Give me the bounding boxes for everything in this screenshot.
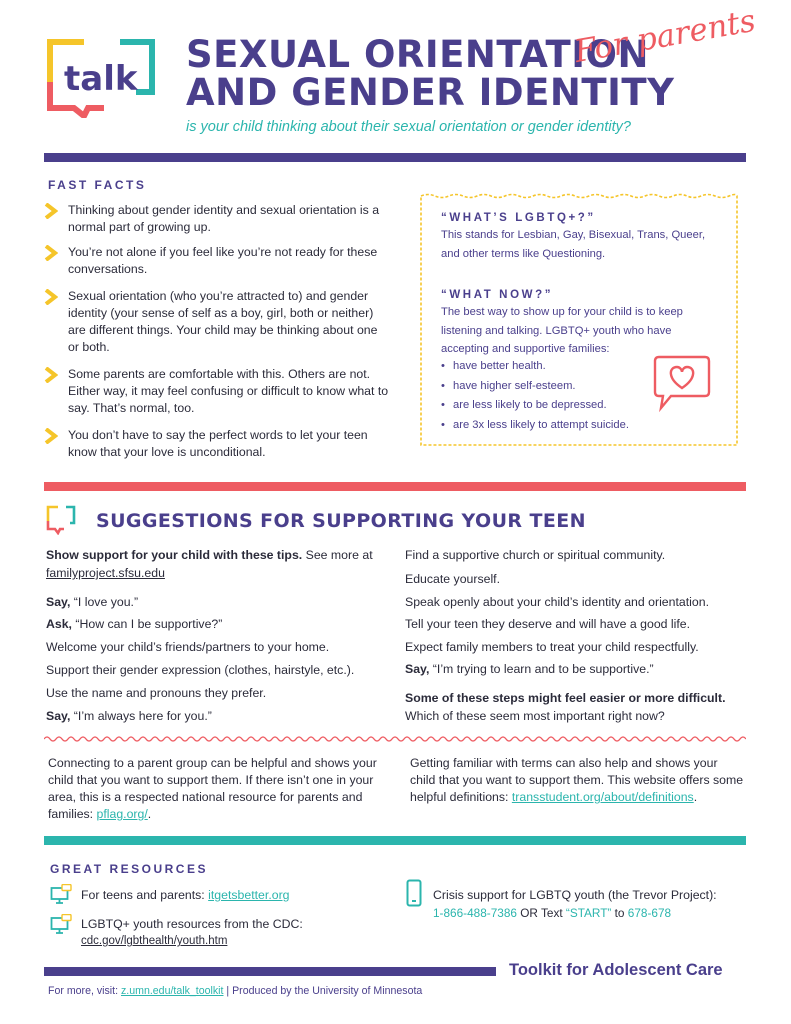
fact-text: You’re not alone if you feel like you’re not ready for these conversations.: [68, 245, 378, 276]
divider-teal: [44, 836, 746, 845]
divider-purple: [44, 153, 746, 162]
pflag-link[interactable]: pflag.org/: [96, 807, 148, 821]
chevron-right-icon: [44, 245, 58, 261]
list-item: • have better health.: [441, 357, 661, 377]
toolkit-title: Toolkit for Adolescent Care: [509, 961, 723, 979]
fact-text: Thinking about gender identity and sexual orientation is a normal part of growing up.: [68, 203, 380, 234]
page-title-line2: AND GENDER IDENTITY: [186, 71, 675, 114]
closing-bold: Some of these steps might feel easier or more difficult.: [405, 691, 726, 705]
trevor-phone[interactable]: 1-866-488-7386: [433, 906, 517, 920]
heart-chat-icon: [651, 354, 713, 412]
page-subtitle: is your child thinking about their sexual orientation or gender identity?: [186, 119, 631, 135]
tip-name-pronouns: Use the name and pronouns they prefer.: [46, 686, 267, 700]
fact-item: [44, 288, 389, 356]
fact-item: [44, 202, 389, 236]
list-item: • are less likely to be depressed.: [441, 396, 661, 416]
resource-cdc: LGBTQ+ youth resources from the CDC:: [81, 917, 303, 931]
fact-item: [44, 366, 389, 417]
tip-gender-expression: Support their gender expression (clothes, hairstyle, etc.).: [46, 663, 355, 677]
parent-group-paragraph: Connecting to a parent group can be helpful and shows your child that you want to support them. If there isn’t one in your area, this is a respected national resource for parents and families: pflag.org/.: [48, 756, 377, 821]
fact-item: [44, 244, 389, 278]
tip-church: Find a supportive church or spiritual community.: [405, 548, 666, 562]
fact-item: [44, 427, 389, 461]
fact-text: Sexual orientation (who you’re attracted to) and gender identity (your sense of self as a boy, girl, both or neither) are different things. Your child may be thinking about one or both.: [68, 289, 378, 354]
intro-rest: See more at: [302, 548, 373, 562]
box-heading-lgbtq: “WHAT’S LGBTQ+?”: [441, 212, 596, 224]
box-text-what-now: The best way to show up for your child is to keep listening and talking. LGBTQ+ youth who have accepting and supportive families:: [441, 306, 683, 355]
box-bullet-list: [441, 357, 661, 435]
chevron-right-icon: [44, 428, 58, 444]
toolkit-link[interactable]: z.umn.edu/talk_toolkit: [121, 985, 224, 997]
wavy-divider: [44, 735, 746, 743]
trevor-text-number[interactable]: 678-678: [627, 906, 672, 920]
chevron-right-icon: [44, 367, 58, 383]
fast-facts-label: FAST FACTS: [48, 178, 147, 192]
chevron-right-icon: [44, 203, 58, 219]
resource-teens-parents: For teens and parents: itgetsbetter.org: [81, 888, 290, 902]
computer-chat-icon: [50, 914, 72, 934]
suggestions-title: SUGGESTIONS FOR SUPPORTING YOUR TEEN: [96, 510, 586, 532]
speech-bubble-icon: [46, 505, 76, 535]
tip-say-love: Say, “I love you.”: [46, 595, 139, 609]
logo-text: talk: [64, 59, 138, 99]
fact-text: Some parents are comfortable with this. Others are not. Either way, it may feel confusing or difficult to know what to say. That’s normal, too.: [68, 367, 389, 415]
box-heading-what-now: “WHAT NOW?”: [441, 289, 554, 301]
resource-trevor: Crisis support for LGBTQ youth (the Trevor Project):: [433, 888, 717, 902]
tip-say-learn: Say, “I’m trying to learn and to be supportive.”: [405, 662, 654, 676]
tip-speak-openly: Speak openly about your child’s identity and orientation.: [405, 595, 709, 609]
computer-chat-icon: [50, 884, 72, 904]
for-parents-tagline: For parents: [571, 2, 759, 70]
box-text-lgbtq: This stands for Lesbian, Gay, Bisexual, Trans, Queer, and other terms like Questioning.: [441, 229, 706, 260]
intro-bold: Show support for your child with these tips.: [46, 548, 303, 562]
great-resources-label: GREAT RESOURCES: [50, 862, 208, 876]
trevor-contact: 1-866-488-7386 OR Text “START” to 678-678: [433, 906, 672, 920]
tip-family-respect: Expect family members to treat your child respectfully.: [405, 640, 699, 654]
page-title-line1: SEXUAL ORIENTATION: [186, 33, 649, 76]
tip-welcome-friends: Welcome your child’s friends/partners to your home.: [46, 640, 330, 654]
tip-say-here: Say, “I’m always here for you.”: [46, 709, 212, 723]
phone-icon: [406, 879, 422, 907]
divider-coral: [44, 482, 746, 491]
suggestions-intro: [46, 547, 386, 563]
chevron-right-icon: [44, 289, 58, 305]
transstudent-link[interactable]: transstudent.org/about/definitions: [511, 790, 694, 804]
closing-question: Which of these seem most important right now?: [405, 709, 665, 723]
itgetsbetter-link[interactable]: itgetsbetter.org: [208, 888, 290, 902]
footer-bar: [44, 967, 496, 976]
tip-ask-supportive: Ask, “How can I be supportive?”: [46, 617, 223, 631]
list-item: • have higher self-esteem.: [441, 377, 661, 397]
talk-logo: [44, 38, 158, 118]
list-item: • are 3x less likely to attempt suicide.: [441, 416, 661, 436]
familyproject-link[interactable]: familyproject.sfsu.edu: [46, 566, 165, 580]
terms-paragraph: Getting familiar with terms can also help and shows your child that you want to support them. This website offers some helpful definitions: transstudent.org/about/definitions.: [410, 756, 744, 804]
footer-credits: For more, visit: z.umn.edu/talk_toolkit | Produced by the University of Minnesota: [48, 985, 423, 997]
fact-text: You don’t have to say the perfect words to let your teen know that your love is unconditional.: [68, 428, 368, 459]
tip-educate: Educate yourself.: [405, 572, 501, 586]
cdc-link[interactable]: cdc.gov/lgbthealth/youth.htm: [81, 935, 228, 947]
tip-good-life: Tell your teen they deserve and will have a good life.: [405, 617, 691, 631]
